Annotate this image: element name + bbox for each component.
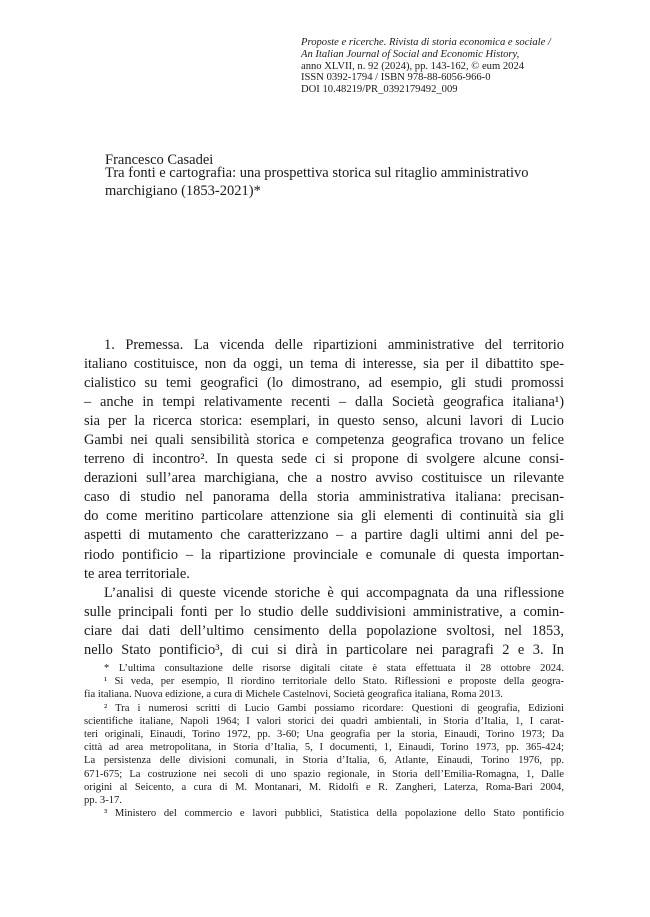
header-line-issn: ISSN 0392-1794 / ISBN 978-88-6056-966-0 [301,72,491,84]
body-line: – anche in tempi relativamente recenti – dalla Società geografica italiana¹) [84,394,564,411]
body-line: sulle principali fonti per lo studio delle suddivisioni amministrative, a comin- [84,603,564,620]
body-line: L’analisi di queste vicende storiche è qui accompagnata da una riflessione [104,584,564,601]
body-line: derazioni sull’area marchigiana, che a nostro avviso costituisce un rilevante [84,470,564,487]
body-line: ciare dai dati dell’ultimo censimento della popolazione svoltosi, nel 1853, [84,622,564,639]
footnote-line: ² Tra i numerosi scritti di Lucio Gambi possiamo ricordare: Questioni di geografia, Edizioni [104,702,564,714]
article-body [84,336,564,660]
footnote-line: teri originali, Einaudi, Torino 1972, pp. 3-60; Una geografia per la storia, Einaudi, Torino 1973; Da [84,729,564,741]
body-line: cialistico su temi geografici (lo dimostrano, ad esempio, gli studi promossi [84,375,564,392]
footnote-line: La persistenza delle divisioni comunali, in Storia d’Italia, 6, Atlante, Einaudi, Torino 1976, pp. [84,755,564,767]
body-line: italiano costituisce, non da oggi, un tema di interesse, sia per il dibattito spe- [84,356,564,373]
article-author: Francesco Casadei [105,152,214,168]
body-line: caso di studio nel panorama della storia amministrativa italiana: precisan- [84,489,564,506]
body-line: nello Stato pontificio³, di cui si dirà in particolare nei paragrafi 2 e 3. In [84,641,564,658]
footnote-line: origini al Seicento, a cura di M. Montanari, M. Ridolfi e R. Zangheri, Laterza, Roma-Bari 2004, [84,781,564,793]
footnote-line: ³ Ministero del commercio e lavori pubblici, Statistica della popolazione dello Stato pontificio [104,808,564,820]
title-line: marchigiano (1853-2021)* [105,183,261,199]
body-line: riodo pontificio – la ripartizione provinciale e comunale di questa importan- [84,546,564,563]
body-line: Gambi nei quali sensibilità storica e competenza geografica trovano un felice [84,432,564,449]
footnote-line: città ad area metropolitana, in Storia d’Italia, 5, I documenti, 1, Einaudi, Torino 1973, pp. 365-424; [84,742,564,754]
body-line: 1. Premessa. La vicenda delle ripartizioni amministrative del territorio [104,337,564,353]
footnote-line: pp. 3-17. [84,795,122,807]
body-line: sia per la ricerca storica: esemplari, in questo senso, alcuni lavori di Lucio [84,413,564,430]
title-line: Tra fonti e cartografia: una prospettiva storica sul ritaglio amministrativo [105,165,529,181]
footnote-line: scientifiche italiane, Napoli 1964; I valori storici dei quadri ambientali, in Storia d’Italia, 1, I carat- [84,715,564,727]
footnote-line: ¹ Si veda, per esempio, Il riordino territoriale dello Stato. Riflessioni e proposte della geogra- [104,676,564,688]
body-line: aspetti di mutamento che caratterizzano – a partire dagli ultimi anni del pe- [84,527,564,544]
header-line-subtitle: An Italian Journal of Social and Economic History, [301,48,520,60]
header-line-issue: anno XLVII, n. 92 (2024), pp. 143-162, © eum 2024 [301,60,525,72]
footnote-line: * L’ultima consultazione delle risorse digitali citate è stata effettuata il 28 ottobre 2024. [104,663,564,674]
body-line: do come meritino particolare attenzione sia gli elementi di continuità sia gli [84,508,564,525]
body-line: terreno di incontro². In questa sede ci si propone di svolgere alcune consi- [84,451,564,468]
body-line: te area territoriale. [84,565,190,582]
header-line-doi: DOI 10.48219/PR_0392179492_009 [301,84,458,96]
footnotes [84,662,564,820]
footnote-line: fia italiana. Nuova edizione, a cura di Michele Castelnovi, Società geografica italiana, Roma 2013. [84,689,503,701]
header-line-journal: Proposte e ricerche. Rivista di storia economica e sociale / [301,37,551,48]
footnote-line: 671-675; La costruzione nei secoli di uno spazio regionale, in Storia dell’Emilia-Romagna, 1, Dalle [84,768,564,780]
journal-header [301,37,601,96]
article-title [105,164,575,200]
